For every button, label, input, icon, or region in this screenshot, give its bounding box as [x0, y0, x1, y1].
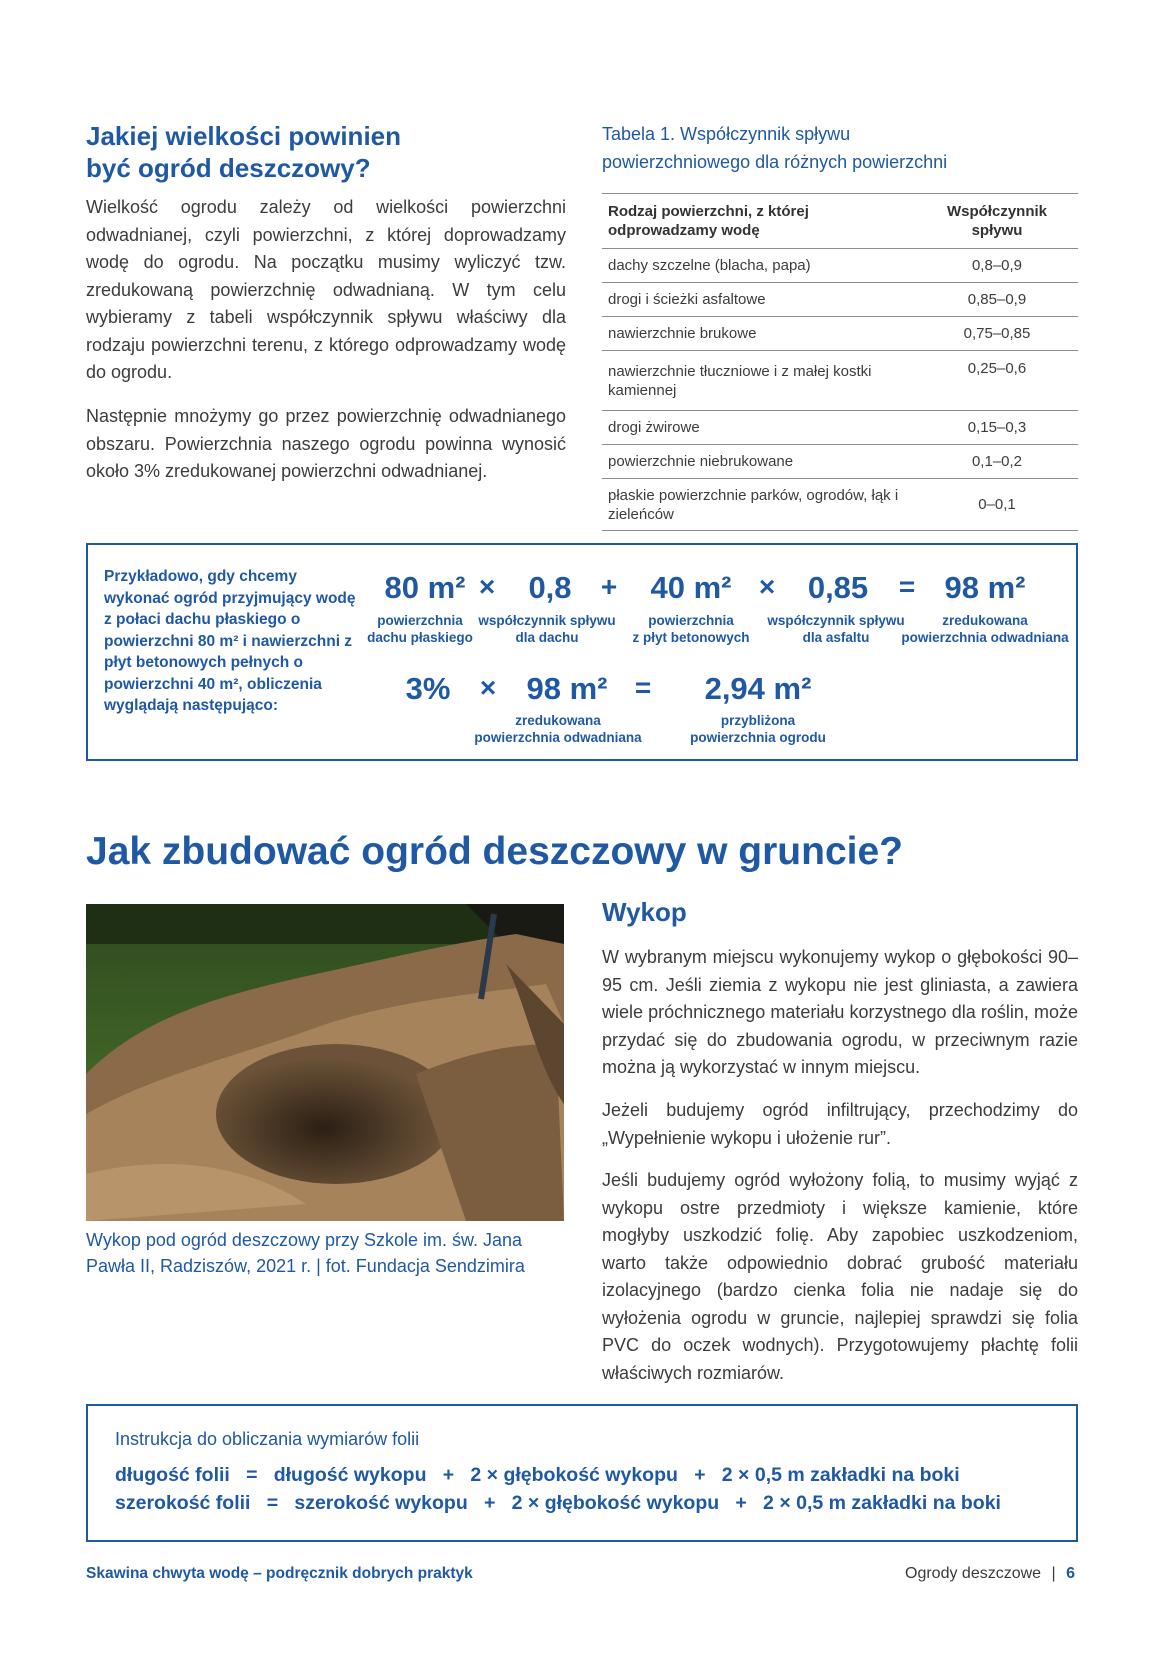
table-row [602, 317, 1078, 351]
caption-line: powierzchniowego dla różnych powierzchni [602, 152, 948, 172]
instruction-title: Instrukcja do obliczania wymiarów folii [115, 1429, 420, 1449]
heading-line-1: Jakiej wielkości powinien [86, 121, 402, 151]
eq-value: 2,94 m² [704, 671, 812, 706]
eq-value: 98 m² [526, 671, 608, 706]
table-row [602, 351, 1078, 411]
multiply-sign: × [479, 672, 497, 703]
table-cell: 0–0,1 [916, 479, 1078, 531]
table-cell: płaskie powierzchnie parków, ogrodów, łąk i zieleńców [602, 479, 916, 531]
eq-label: zredukowana powierzchnia odwadniana [901, 613, 1069, 645]
paragraph: Jeżeli budujemy ogród infiltrujący, przechodzimy do „Wypełnienie wykopu i ułożenie rur”. [602, 1100, 1078, 1148]
eq-value: 3% [405, 671, 451, 706]
photo-caption: Wykop pod ogród deszczowy przy Szkole im. św. Jana Pawła II, Radziszów, 2021 r. | fot. Fundacja Sendzimira [86, 1230, 525, 1276]
table-row [602, 445, 1078, 479]
eq-label: współczynnik spływu dla asfaltu [767, 613, 905, 645]
page-number: 6 [1066, 1565, 1076, 1582]
table-cell: 0,8–0,9 [916, 249, 1078, 283]
table-row [602, 411, 1078, 445]
paragraph: Następnie mnożymy go przez powierzchnię odwadnianego obszaru. Powierzchnia naszego ogrodu powinna wynosić około 3% zredukowanej powierzchni odwadnianej. [86, 406, 566, 481]
eq-label: przybliżona powierzchnia ogrodu [690, 713, 826, 745]
footer-publication-title: Skawina chwyta wodę – podręcznik dobrych praktyk [86, 1565, 473, 1582]
multiply-sign: × [478, 571, 496, 602]
paragraph: Wielkość ogrodu zależy od wielkości powierzchni odwadnianej, czyli powierzchni, z której doprowadzamy wodę do ogrodu. Na początku musimy wyliczyć tzw. zredukowaną powierzchnię odwadnianą. W tym celu wybieramy z tabeli współczynnik spływu właściwy dla rodzaju powierzchni terenu, z którego odprowadzamy wodę do ogrodu. [86, 197, 566, 382]
paragraph: W wybranym miejscu wykonujemy wykop o głębokości 90–95 cm. Jeśli ziemia z wykopu nie jest gliniasta, a zawiera wiele próchnicznego materiału korzystnego dla roślin, może przydać się do zbudowania ogrodu, w przeciwnym razie można ją wykorzystać w innym miejscu. [602, 947, 1078, 1077]
formula-width: szerokość folii = szerokość wykopu + 2 × głębokość wykopu + 2 × 0,5 m zakładki na boki [115, 1492, 1001, 1514]
table-cell: powierzchnie niebrukowane [602, 445, 916, 479]
excavation-photo [86, 904, 564, 1221]
table-cell: nawierzchnie tłuczniowe i z małej kostki kamiennej [602, 351, 916, 411]
example-intro: Przykładowo, gdy chcemy wykonać ogród przyjmujący wodę z połaci dachu płaskiego o powierzchni 80 m² i nawierzchni z płyt betonowych pełnych o powierzchni 40 m², obliczenia wyglądają następująco: [104, 568, 356, 714]
footer-section-name: Ogrody deszczowe [905, 1565, 1042, 1582]
section-heading: Jak zbudować ogród deszczowy w gruncie? [86, 830, 903, 873]
table-cell: 0,25–0,6 [916, 351, 1078, 411]
runoff-coefficient-table [602, 193, 1078, 531]
table-cell: 0,85–0,9 [916, 283, 1078, 317]
eq-value: 0,8 [528, 570, 572, 605]
eq-label: powierzchnia dachu płaskiego [367, 613, 473, 645]
caption-line: Tabela 1. Współczynnik spływu [602, 124, 851, 144]
table-cell: drogi żwirowe [602, 411, 916, 445]
footer-separator: | [1051, 1565, 1056, 1582]
table-header-surface: Rodzaj powierzchni, z której odprowadzamy wodę [602, 194, 916, 249]
table-header-coefficient: Współczynnik spływu [916, 194, 1078, 249]
eq-label: współczynnik spływu dla dachu [478, 613, 616, 645]
eq-value: 40 m² [650, 570, 732, 605]
paragraph: Jeśli budujemy ogród wyłożony folią, to musimy wyjąć z wykopu ostre przedmioty i większe kamienie, które mogłyby uszkodzić folię. Aby zapobiec uszkodzeniom, warto także odpowiednio dobrać grubość materiału izolacyjnego (bardzo cienka folia nie nadaje się do wyłożenia ogrodu w gruncie, najlepiej sprawdzi się folia PVC do oczek wodnych). Przygotowujemy płachtę folii właściwych rozmiarów. [602, 1170, 1078, 1383]
heading-line-2: być ogród deszczowy? [86, 153, 371, 183]
table-row [602, 283, 1078, 317]
equals-sign: = [634, 672, 652, 703]
eq-value: 80 m² [384, 570, 466, 605]
eq-label: powierzchnia z płyt betonowych [632, 613, 750, 645]
eq-value: 98 m² [944, 570, 1026, 605]
table-cell: 0,1–0,2 [916, 445, 1078, 479]
table-cell: nawierzchnie brukowe [602, 317, 916, 351]
table-cell: drogi i ścieżki asfaltowe [602, 283, 916, 317]
subheading: Wykop [602, 897, 687, 927]
table-row [602, 249, 1078, 283]
table-cell: 0,15–0,3 [916, 411, 1078, 445]
table-row [602, 479, 1078, 531]
eq-label: zredukowana powierzchnia odwadniana [474, 713, 642, 745]
section-heading [86, 120, 566, 184]
table-cell: 0,75–0,85 [916, 317, 1078, 351]
table-caption [602, 120, 1072, 176]
footer-page-info [905, 1565, 1075, 1583]
equals-sign: = [898, 571, 916, 602]
eq-value: 0,85 [807, 570, 869, 605]
plus-sign: + [600, 571, 618, 602]
formula-length: długość folii = długość wykopu + 2 × głębokość wykopu + 2 × 0,5 m zakładki na boki [115, 1464, 960, 1486]
multiply-sign: × [758, 571, 776, 602]
table-cell: dachy szczelne (blacha, papa) [602, 249, 916, 283]
